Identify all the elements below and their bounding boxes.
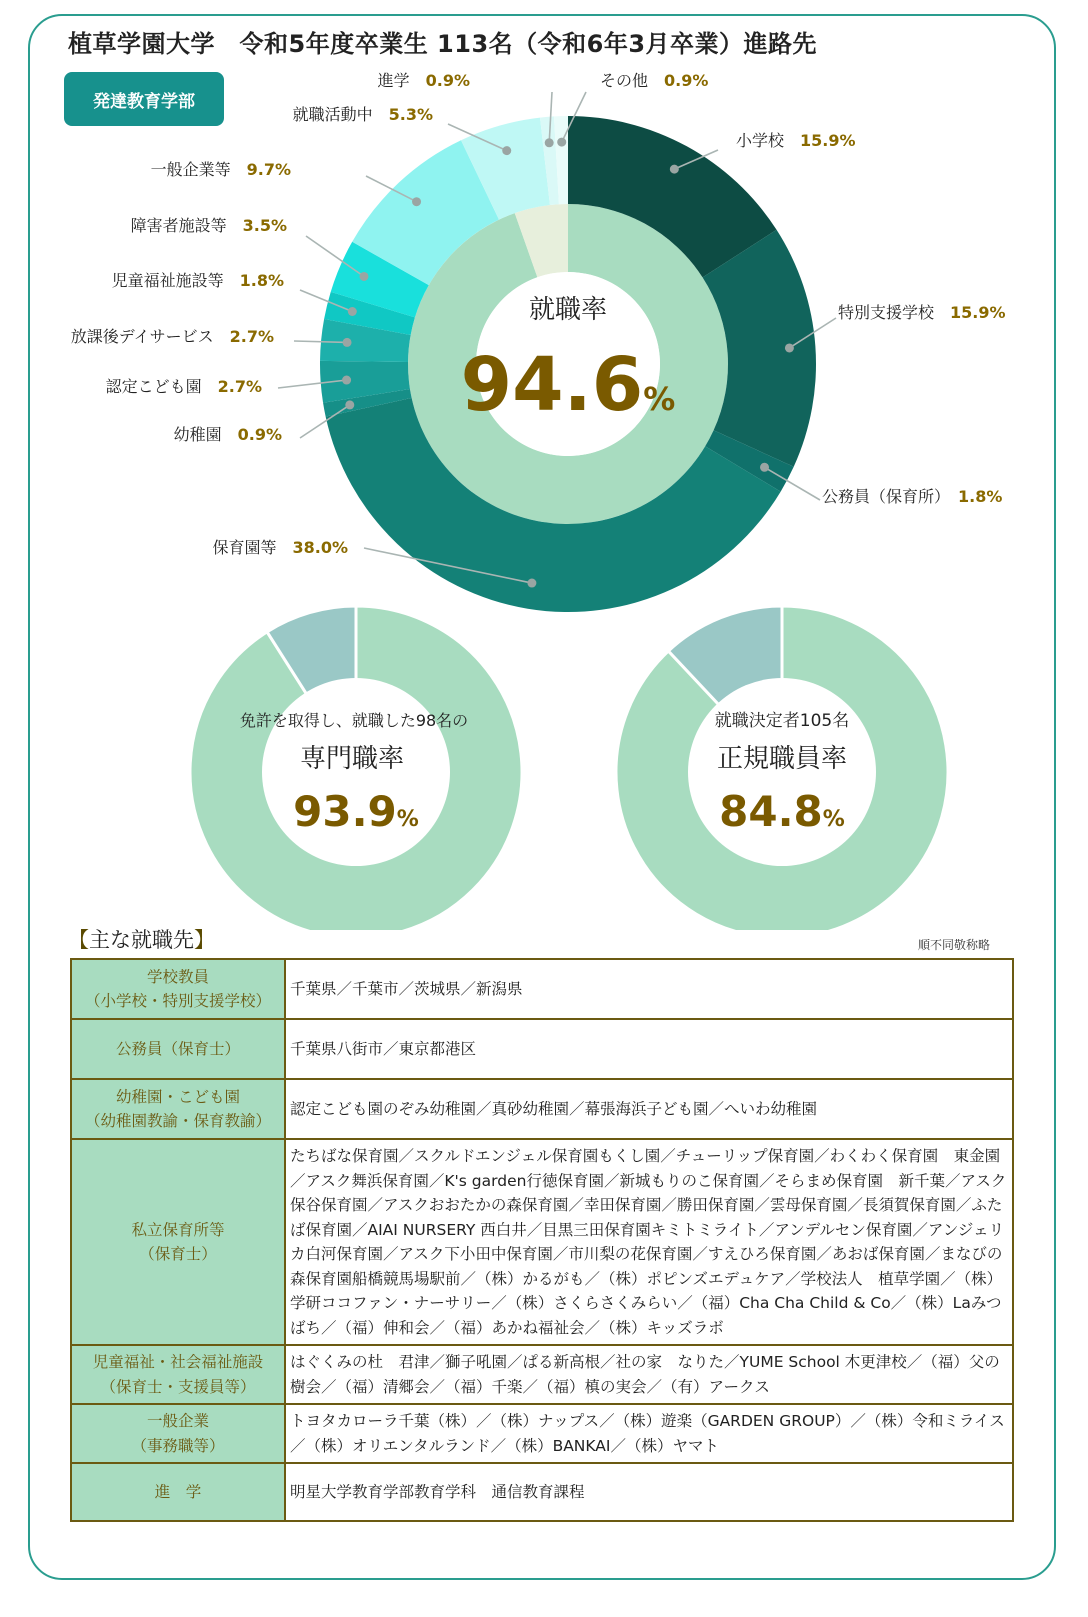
table-row xyxy=(71,1404,1013,1463)
row-header xyxy=(71,1079,285,1139)
slice-label-name: 認定こども園 xyxy=(105,377,218,396)
left-chart-caption: 免許を取得し、就職した98名の xyxy=(239,711,469,730)
leader-dot xyxy=(345,400,354,409)
bracket-close: 】 xyxy=(194,928,215,952)
leader-dot xyxy=(545,138,554,147)
slice-label xyxy=(106,377,262,396)
leader-dot xyxy=(785,343,794,352)
employment-rate-value: 94.6 xyxy=(460,342,644,428)
row-header xyxy=(71,1463,285,1521)
slice-label xyxy=(174,425,282,444)
row-header xyxy=(71,1139,285,1345)
fulltime-rate-value: 84.8 xyxy=(719,787,823,836)
slice-label-name: 就職活動中 xyxy=(292,105,389,124)
slice-label xyxy=(293,105,433,124)
row-header-line2: （保育士・支援員等） xyxy=(100,1377,256,1396)
row-value: 明星大学教育学部教育学科 通信教育課程 xyxy=(285,1463,1013,1521)
leader-dot xyxy=(557,138,566,147)
slice-label xyxy=(600,71,708,90)
employers-section-title xyxy=(68,924,215,954)
employers-table xyxy=(70,958,1014,1522)
table-row xyxy=(71,1345,1013,1404)
main-chart-value xyxy=(461,342,676,428)
slice-label-value: 0.9% xyxy=(664,71,709,90)
row-value: 千葉県／千葉市／茨城県／新潟県 xyxy=(285,959,1013,1019)
row-header-line2: （保育士） xyxy=(139,1245,217,1263)
slice-label xyxy=(71,327,274,346)
leader-dot xyxy=(348,307,357,316)
slice-label xyxy=(838,303,1006,322)
row-header xyxy=(71,1345,285,1404)
row-header-line1: 学校教員 xyxy=(146,967,209,986)
leader-dot xyxy=(527,579,536,588)
employers-title-text: 主な就職先 xyxy=(89,928,194,952)
left-chart-title: 専門職率 xyxy=(299,744,405,774)
row-header-line1: 幼稚園・こども園 xyxy=(115,1087,240,1106)
slice-label-name: 一般企業等 xyxy=(150,160,247,179)
table-row xyxy=(71,1019,1013,1079)
row-header-line1: 一般企業 xyxy=(146,1412,209,1430)
row-header-line1: 公務員（保育士） xyxy=(115,1039,240,1058)
slice-label xyxy=(131,216,287,235)
main-chart-title: 就職率 xyxy=(528,295,608,325)
specialist-rate-value: 93.9 xyxy=(293,787,397,836)
row-value: 認定こども園のぞみ幼稚園／真砂幼稚園／幕張海浜子ども園／へいわ幼稚園 xyxy=(285,1079,1013,1139)
row-header-line1: 私立保育所等 xyxy=(131,1220,225,1239)
slice-label-name: 保育園等 xyxy=(212,538,293,557)
slice-label xyxy=(822,487,1002,506)
slice-label-value: 2.7% xyxy=(229,327,274,346)
right-chart-caption: 就職決定者105名 xyxy=(714,711,850,731)
slice-label-value: 3.5% xyxy=(242,216,287,235)
slice-label-value: 5.3% xyxy=(388,105,433,124)
slice-label-name: 進学 xyxy=(377,71,426,90)
slice-label-name: 放課後デイサービス xyxy=(70,327,230,346)
row-header-line1: 児童福祉・社会福祉施設 xyxy=(92,1353,264,1371)
slice-label xyxy=(378,71,470,90)
leader-dot xyxy=(412,197,421,206)
table-row xyxy=(71,1139,1013,1345)
specialist-rate-unit: % xyxy=(396,807,419,832)
bracket-open: 【 xyxy=(68,928,89,952)
slice-label-value: 2.7% xyxy=(217,377,262,396)
slice-label-name: 小学校 xyxy=(736,131,801,150)
slice-label-value: 0.9% xyxy=(237,425,282,444)
slice-label-name: 特別支援学校 xyxy=(838,303,951,322)
employment-rate-unit: % xyxy=(643,380,676,418)
row-header xyxy=(71,1019,285,1079)
slice-label-value: 0.9% xyxy=(425,71,470,90)
slice-label-value: 9.7% xyxy=(246,160,291,179)
row-value: トヨタカローラ千葉（株）／（株）ナップス／（株）遊楽（GARDEN GROUP）／（株）令和ミライス／（株）オリエンタルランド／（株）BANKAI／（株）ヤマト xyxy=(285,1404,1013,1463)
row-header xyxy=(71,1404,285,1463)
leader-dot xyxy=(342,376,351,385)
row-header-line1: 進 学 xyxy=(154,1482,202,1501)
right-chart-title: 正規職員率 xyxy=(716,744,848,774)
slice-label-value: 1.8% xyxy=(958,487,1003,506)
table-row xyxy=(71,1463,1013,1521)
leader-dot xyxy=(670,165,679,174)
leader-dot xyxy=(359,272,368,281)
slice-label-name: 幼稚園 xyxy=(173,425,238,444)
slice-label xyxy=(112,271,284,290)
row-value: たちばな保育園／スクルドエンジェル保育園もくし園／チューリップ保育園／わくわく保育園 東金園／アスク舞浜保育園／K's garden行徳保育園／新城もりのこ保育園／そらまめ保育園 新千葉／アスク保谷保育園／アスクおおたかの森保育園／幸田保育園／勝田保育園／雲母保育園／長須賀保育園／ふたば保育園／AIAI NURSERY 西白井／目黒三田保育園キミトミライト／アンデルセン保育園／アンジェリカ白河保育園／アスク下小田中保育園／市川梨の花保育園／すえひろ保育園／あおば保育園／まなびの森保育園船橋競馬場駅前／（株）かるがも／（株）ポピンズエデュケア／学校法人 植草学園／（株）学研ココファン・ナーサリー／（株）さくらさくみらい／（福）Cha Cha Child & Co／（株）Laみつばち／（福）伸和会／（福）あかね福祉会／（株）キッズラボ xyxy=(285,1139,1013,1345)
order-note: 順不同敬称略 xyxy=(918,938,991,952)
row-header-line2: （事務職等） xyxy=(131,1436,225,1455)
slice-label-name: 障害者施設等 xyxy=(130,216,243,235)
slice-label-value: 1.8% xyxy=(239,271,284,290)
slice-label-value: 38.0% xyxy=(292,538,348,557)
slice-label xyxy=(151,160,291,179)
leader-dot xyxy=(502,146,511,155)
slice-label-value: 15.9% xyxy=(800,131,856,150)
row-header-line2: （小学校・特別支援学校） xyxy=(84,992,271,1010)
slice-label-value: 15.9% xyxy=(950,303,1006,322)
table-row xyxy=(71,959,1013,1019)
slice-label-name: その他 xyxy=(600,71,665,90)
department-badge: 発達教育学部 xyxy=(64,72,224,126)
page-title: 植草学園大学 令和5年度卒業生 113名（令和6年3月卒業）進路先 xyxy=(68,30,818,58)
slice-label-name: 児童福祉施設等 xyxy=(111,271,240,290)
row-header-line2: （幼稚園教諭・保育教諭） xyxy=(84,1112,271,1130)
row-value: 千葉県八街市／東京都港区 xyxy=(285,1019,1013,1079)
row-header xyxy=(71,959,285,1019)
fulltime-rate-unit: % xyxy=(822,807,845,832)
slice-label xyxy=(736,131,856,150)
leader-dot xyxy=(343,338,352,347)
leader-dot xyxy=(760,463,769,472)
slice-label xyxy=(212,538,348,557)
table-row xyxy=(71,1079,1013,1139)
slice-label-name: 公務員（保育所） xyxy=(822,487,959,506)
row-value: はぐくみの杜 君津／獅子吼園／ぱる新高根／社の家 なりた／YUME School 木更津校／（福）父の樹会／（福）清郷会／（福）千楽／（福）槙の実会／（有）アークス xyxy=(285,1345,1013,1404)
